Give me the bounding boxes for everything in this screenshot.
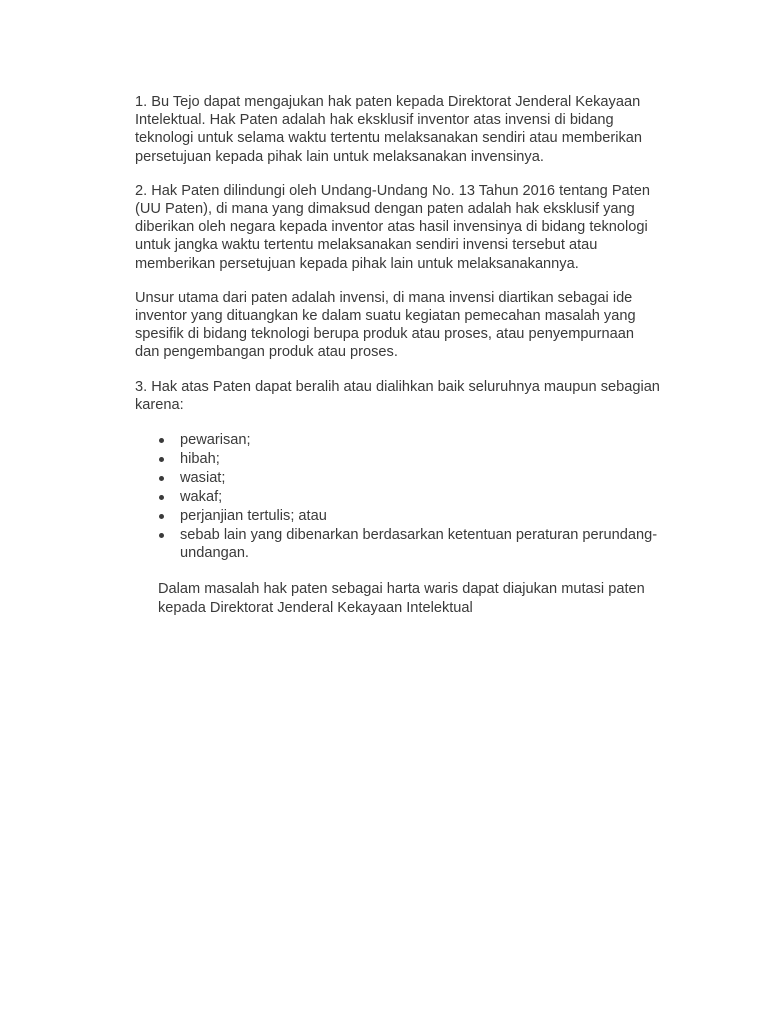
list-item-text: hibah; (180, 450, 220, 467)
list-item (135, 507, 695, 526)
list-item (135, 526, 695, 564)
list-item-text: pewarisan; (180, 432, 251, 449)
transfer-reasons-list (135, 431, 695, 563)
list-item-text: wakaf; (180, 488, 223, 505)
paragraph-3: 3. Hak atas Paten dapat beralih atau dialihkan baik seluruhnya maupun sebagian karena: (135, 378, 660, 413)
list-item-text: sebab lain yang dibenarkan berdasarkan ketentuan peraturan perundang- undangan. (180, 526, 658, 562)
bullet-icon (159, 438, 164, 443)
list-item (135, 488, 695, 507)
paragraph-2: 2. Hak Paten dilindungi oleh Undang-Undang No. 13 Tahun 2016 tentang Paten (UU Paten), di mana yang dimaksud dengan paten adalah hak eksklusif yang diberikan oleh negara kepada inventor atas hasil invensinya di bidang teknologi untuk jangka waktu tertentu melaksanakan sendiri invensi tersebut atau memberikan persetujuan kepada pihak lain untuk melaksanakannya. (135, 182, 650, 272)
paragraph-invention: Unsur utama dari paten adalah invensi, di mana invensi diartikan sebagai ide inventor yang dituangkan ke dalam suatu kegiatan pemecahan masalah yang spesifik di bidang teknologi berupa produk atau proses, atau penyempurnaan dan pengembangan produk atau proses. (135, 289, 636, 361)
list-item (135, 431, 695, 450)
paragraph-1: 1. Bu Tejo dapat mengajukan hak paten kepada Direktorat Jenderal Kekayaan Intelektual. Hak Paten adalah hak eksklusif inventor atas invensi di bidang teknologi untuk selama waktu tertentu melaksanakan sendiri atau memberikan persetujuan kepada pihak lain untuk melaksanakan invensinya. (135, 94, 643, 165)
bullet-icon (159, 476, 164, 481)
bullet-icon (159, 514, 164, 519)
bullet-icon (159, 533, 164, 538)
list-item-text: wasiat; (180, 469, 226, 486)
bullet-icon (159, 457, 164, 462)
list-item-text: perjanjian tertulis; atau (180, 507, 327, 524)
bullet-icon (159, 495, 164, 500)
list-item (135, 450, 695, 469)
list-item (135, 469, 695, 488)
closing-paragraph: Dalam masalah hak paten sebagai harta waris dapat diajukan mutasi paten kepada Direktorat Jenderal Kekayaan Intelektual (158, 581, 645, 616)
document-body (135, 93, 695, 617)
